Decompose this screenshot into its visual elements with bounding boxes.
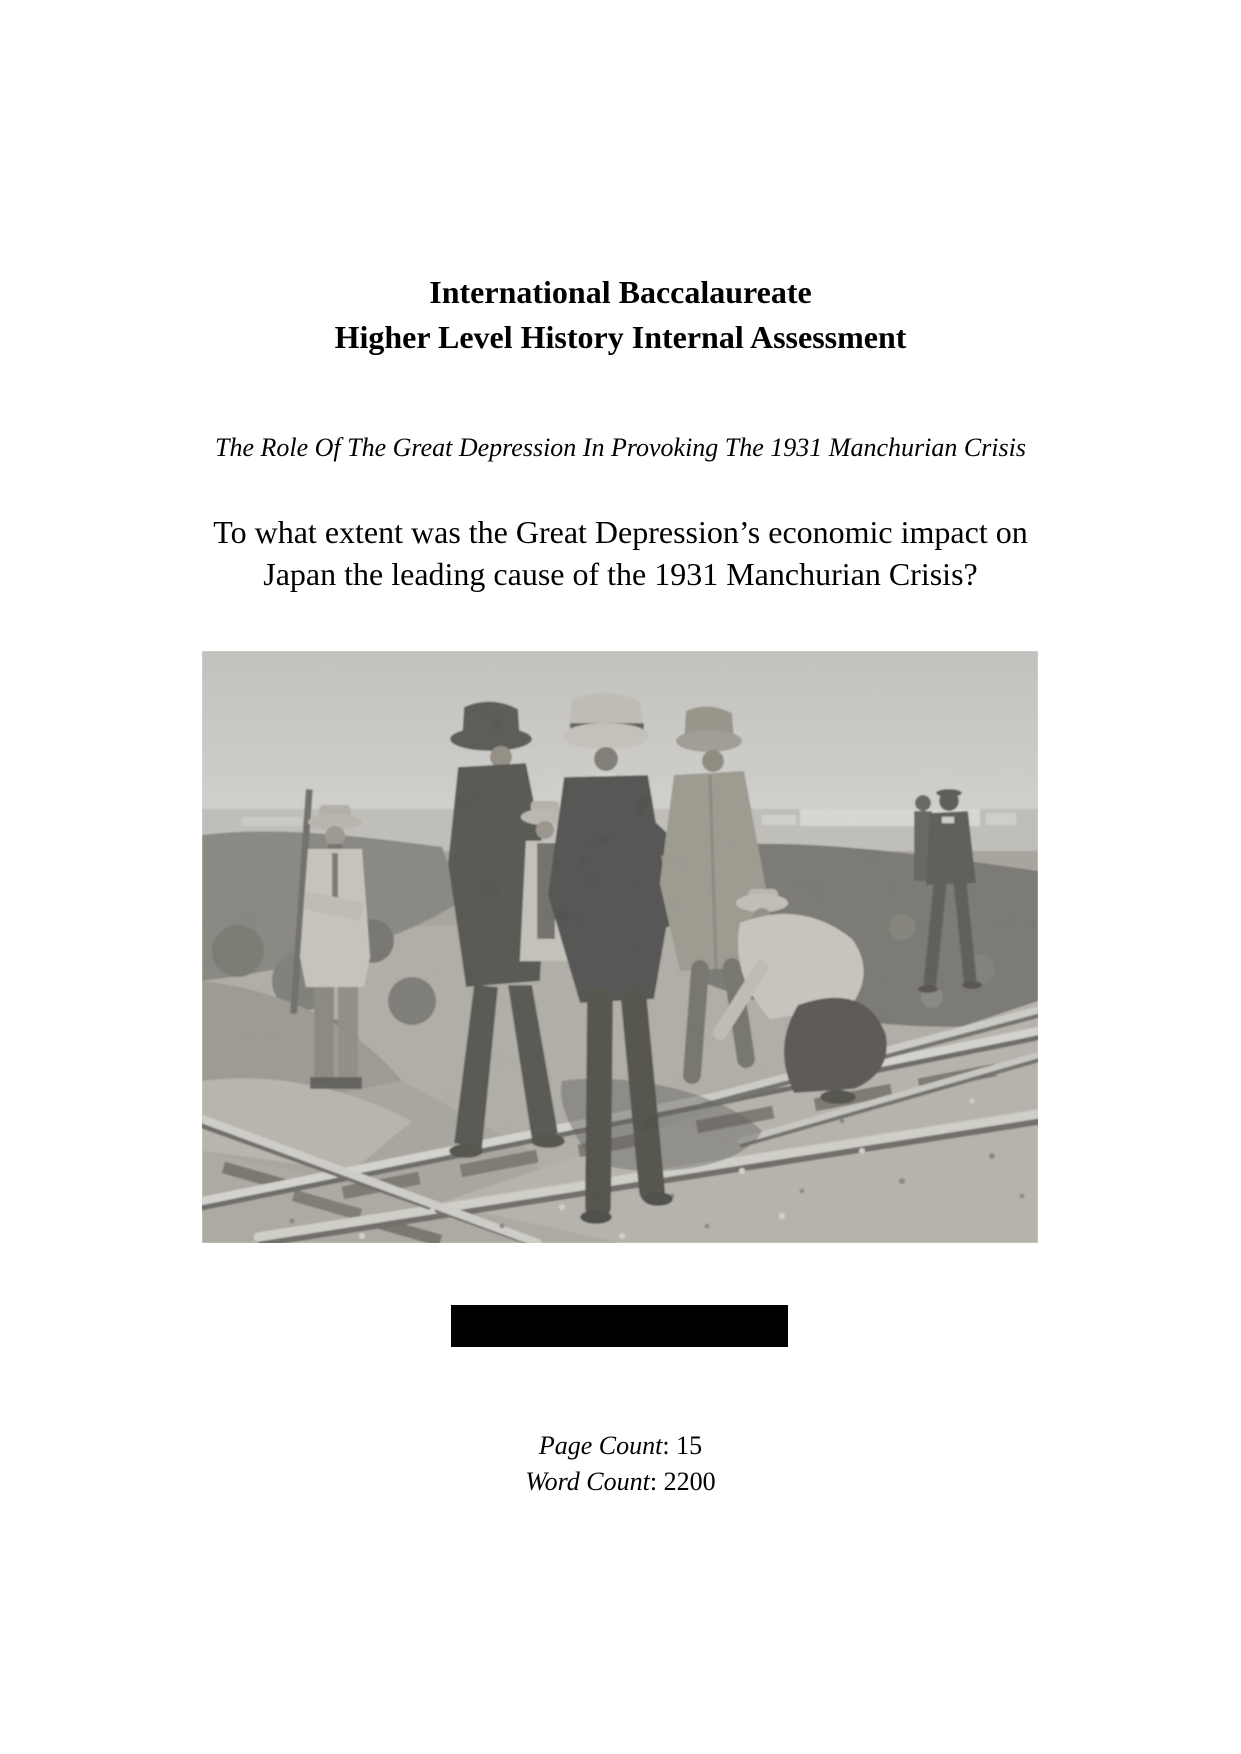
research-question-line-1: To what extent was the Great Depression’s economic impact on [213,514,1028,550]
counts-block [0,1428,1241,1500]
research-question [0,511,1241,595]
page-count-line [0,1428,1241,1464]
word-count-line [0,1464,1241,1500]
word-count-label: Word Count [525,1467,650,1496]
title-line-2: Higher Level History Internal Assessment [334,319,907,356]
page-count-value: : 15 [662,1431,703,1460]
document-title [0,270,1241,360]
research-question-line-2: Japan the leading cause of the 1931 Manchurian Crisis? [263,556,978,592]
word-count-value: : 2200 [649,1467,716,1496]
photo-grain-overlay [202,651,1038,1243]
essay-topic: The Role Of The Great Depression In Provoking The 1931 Manchurian Crisis [215,433,1026,462]
page-count-label: Page Count [538,1431,663,1460]
redacted-name-bar [451,1305,788,1347]
cover-photo-graphic [202,651,1038,1243]
title-line-1: International Baccalaureate [429,274,812,311]
cover-photo [202,651,1038,1243]
